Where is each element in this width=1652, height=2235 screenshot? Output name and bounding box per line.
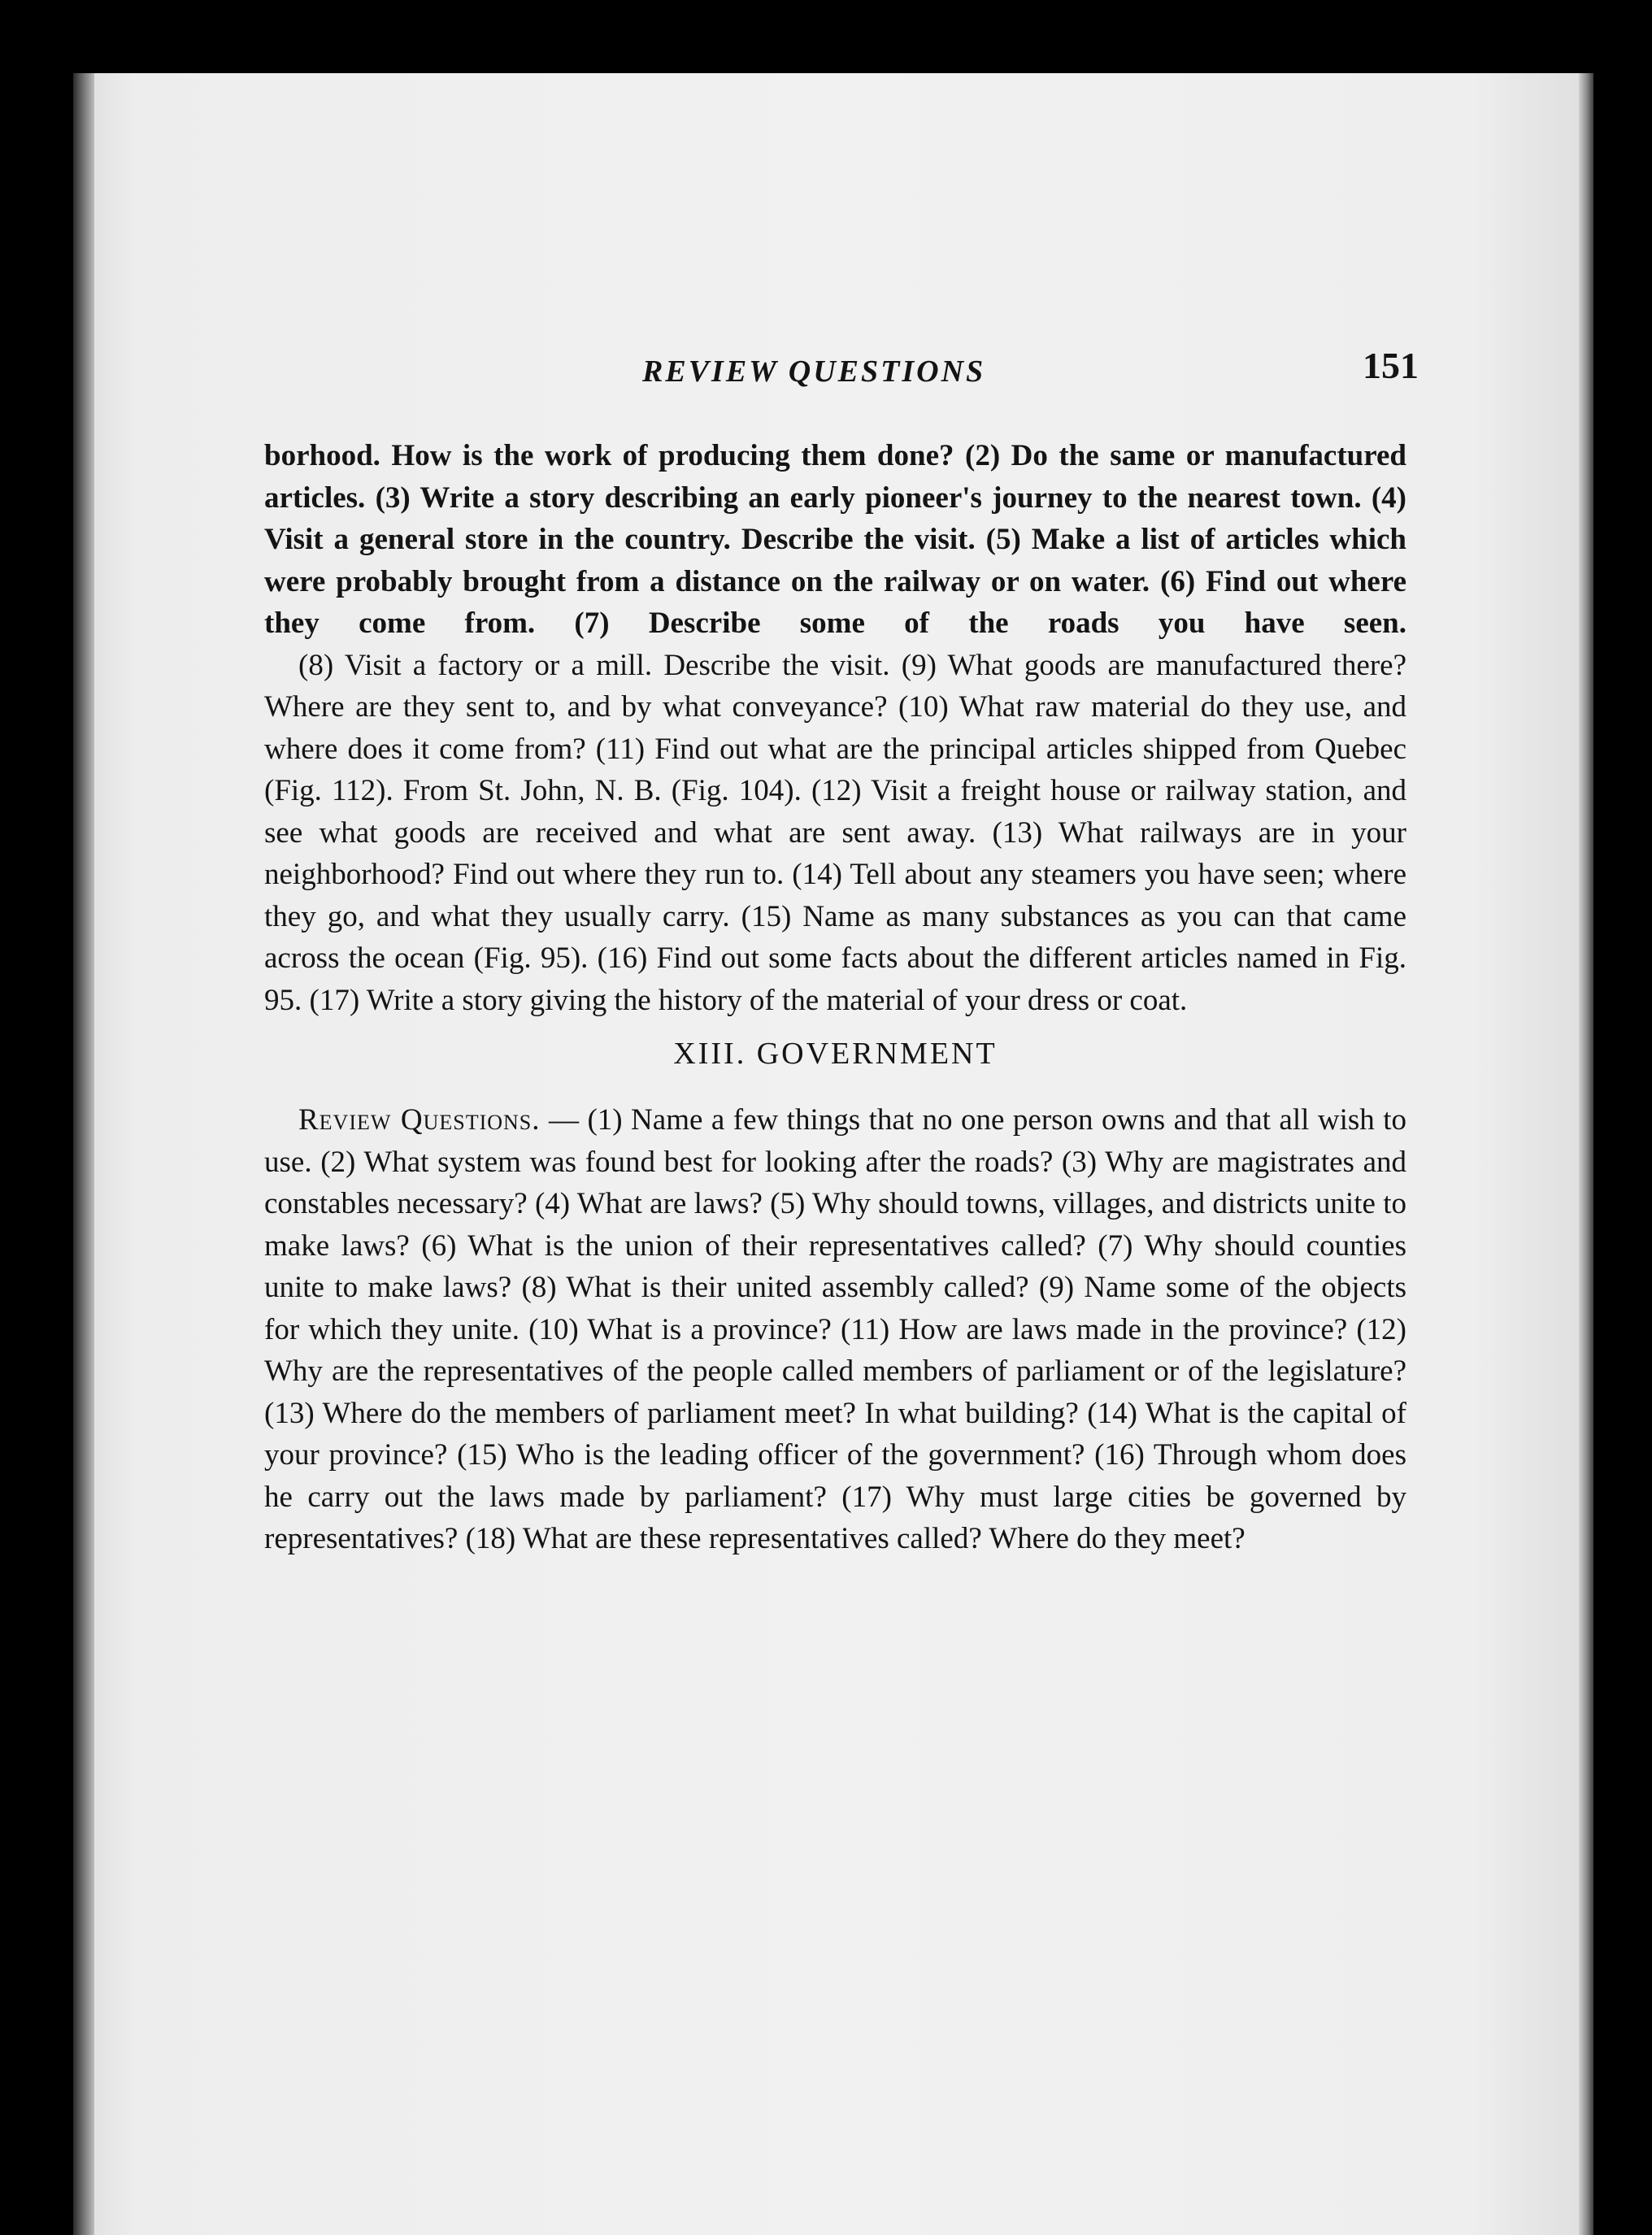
page-number: 151 (1363, 345, 1419, 386)
body-text (264, 435, 1406, 1560)
paragraph-review-questions-xiii (264, 1099, 1406, 1560)
paragraph-continued: borhood. How is the work of producing them done? (2) Do the same or manufactured articles. (3) Write a story describing an early pioneer's journey to the nearest town. (4) Visit a general store in the country. Describe the visit. (5) Make a list of articles which were probably brought from a distance on the railway or on water. (6) Find out where they come from. (7) Describe some of the roads you have seen. (264, 439, 1406, 640)
section-heading: XIII. GOVERNMENT (673, 1037, 998, 1071)
review-questions-label: Review Questions. (298, 1103, 541, 1137)
binding-gutter-shadow (73, 73, 94, 2235)
page-edge-shadow (1579, 73, 1593, 2235)
running-head (264, 272, 1419, 389)
paragraph-review-questions-xii: (8) Visit a factory or a mill. Describe the visit. (9) What goods are manufactured there? Where are they sent to, and by what conveyance? (10) What raw material do they use, and where does it come from? (11) Find out what are the principal articles shipped from Quebec (Fig. 112). From St. John, N. B. (Fig. 104). (12) Visit a freight house or railway station, and see what goods are received and what are sent away. (13) What railways are in your neighborhood? Find out where they run to. (14) Tell about any steamers you have seen; where they go, and what they usually carry. (15) Name as many substances as you can that came across the ocean (Fig. 95). (16) Find out some facts about the different articles named in Fig. 95. (17) Write a story giving the history of the material of your dress or coat. (264, 648, 1406, 1017)
review-questions-text: — (1) Name a few things that no one person owns and that all wish to use. (2) What system was found best for looking after the roads? (3) Why are magistrates and constables necessary? (4) What are laws? (5) Why should towns, villages, and districts unite to make laws? (6) What is the union of their representatives called? (7) Why should counties unite to make laws? (8) What is their united assembly called? (9) Name some of the objects for which they unite. (10) What is a province? (11) How are laws made in the province? (12) Why are the representatives of the people called members of parliament or of the legislature? (13) Where do the members of parliament meet? In what building? (14) What is the capital of your province? (15) Who is the leading officer of the government? (16) Through whom does he carry out the laws made by parliament? (17) Why must large cities be governed by representatives? (18) What are these representatives called? Where do they meet? (264, 1103, 1406, 1555)
running-title: REVIEW QUESTIONS (642, 354, 986, 389)
text-block (264, 272, 1419, 1555)
page-sheet (73, 73, 1593, 2235)
